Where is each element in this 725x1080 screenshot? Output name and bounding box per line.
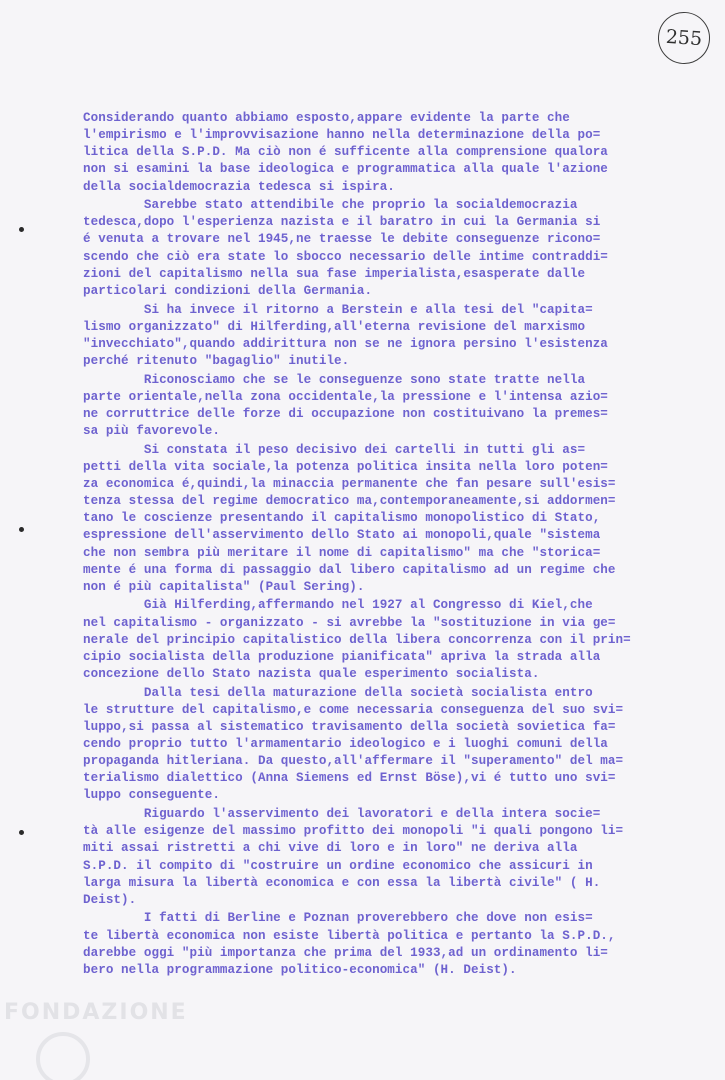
paragraph bbox=[83, 806, 715, 909]
text-line: Dalla tesi della maturazione della società socialista entro bbox=[83, 685, 593, 700]
text-line: scendo che ciò era state lo sbocco necessario delle intime contraddi= bbox=[83, 249, 608, 264]
punch-hole-mark bbox=[19, 527, 24, 532]
text-line: zioni del capitalismo nella sua fase imperialista,esasperate dalle bbox=[83, 266, 586, 281]
text-line: é venuta a trovare nel 1945,ne traesse le debite conseguenze ricono= bbox=[83, 232, 601, 247]
text-line: I fatti di Berline e Poznan proverebbero che dove non esis= bbox=[83, 911, 593, 926]
text-line: "invecchiato",quando addirittura non se ne ignora persino l'esistenza bbox=[83, 336, 608, 351]
watermark-logo-icon bbox=[36, 1032, 90, 1080]
text-line: propaganda hitleriana. Da questo,all'affermare il "superamento" del ma= bbox=[83, 754, 624, 769]
punch-hole-mark bbox=[19, 830, 24, 835]
text-line: mente é una forma di passaggio dal libero capitalismo ad un regime che bbox=[83, 562, 616, 577]
text-line: luppo,si passa al sistematico travisamento della società sovietica fa= bbox=[83, 719, 616, 734]
text-line: sa più favorevole. bbox=[83, 424, 220, 439]
paragraph bbox=[83, 910, 715, 979]
text-line: tenza stessa del regime democratico ma,contemporaneamente,si addormen= bbox=[83, 494, 616, 509]
text-line: luppo conseguente. bbox=[83, 788, 220, 803]
text-line: miti assai ristretti a chi vive di loro e in loro" ne deriva alla bbox=[83, 841, 578, 856]
text-line: petti della vita sociale,la potenza politica insita nella loro poten= bbox=[83, 459, 608, 474]
paragraph bbox=[83, 442, 715, 596]
text-line: Riconosciamo che se le conseguenze sono state tratte nella bbox=[83, 372, 586, 387]
paragraph bbox=[83, 372, 715, 441]
punch-hole-mark bbox=[19, 227, 24, 232]
text-line: Si constata il peso decisivo dei cartelli in tutti gli as= bbox=[83, 442, 586, 457]
text-line: cendo proprio tutto l'armamentario ideologico e i luoghi comuni della bbox=[83, 737, 608, 752]
text-line: ne corruttrice delle forze di occupazione non costituivano la premes= bbox=[83, 406, 608, 421]
text-line: Considerando quanto abbiamo esposto,appare evidente la parte che bbox=[83, 111, 570, 125]
text-line: Sarebbe stato attendibile che proprio la socialdemocrazia bbox=[83, 198, 578, 213]
text-line: particolari condizioni della Germania. bbox=[83, 283, 373, 298]
text-line: terialismo dialettico (Anna Siemens ed Ernst Böse),vi é tutto uno svi= bbox=[83, 771, 616, 786]
text-line: te libertà economica non esiste libertà politica e pertanto la S.P.D., bbox=[83, 928, 616, 943]
text-line: tano le coscienze presentando il capitalismo monopolistico di Stato, bbox=[83, 511, 601, 526]
text-line: nel capitalismo - organizzato - si avrebbe la "sostituzione in via ge= bbox=[83, 615, 616, 630]
watermark-text: FONDAZIONE bbox=[4, 1000, 188, 1025]
paragraph bbox=[83, 597, 715, 683]
text-line: Deist). bbox=[83, 892, 137, 907]
text-line: Si ha invece il ritorno a Berstein e alla tesi del "capita= bbox=[83, 302, 593, 317]
text-line: concezione dello Stato nazista quale esperimento socialista. bbox=[83, 667, 540, 681]
text-line: parte orientale,nella zona occidentale,la pressione e l'intensa azio= bbox=[83, 389, 608, 404]
text-line: larga misura la libertà economica e con essa la libertà civile" ( H. bbox=[83, 875, 601, 890]
text-line: bero nella programmazione politico-economica" (H. Deist). bbox=[83, 962, 517, 977]
text-line: l'empirismo e l'improvvisazione hanno nella determinazione della po= bbox=[83, 128, 601, 143]
paragraph bbox=[83, 110, 715, 196]
text-line: litica della S.P.D. Ma ciò non é sufficente alla comprensione qualora bbox=[83, 145, 608, 160]
paragraph bbox=[83, 685, 715, 805]
text-line: nerale del principio capitalistico della libera concorrenza con il prin= bbox=[83, 632, 631, 647]
text-line: perché ritenuto "bagaglio" inutile. bbox=[83, 353, 350, 368]
text-line: Già Hilferding,affermando nel 1927 al Congresso di Kiel,che bbox=[83, 598, 593, 613]
text-line: cipio socialista della produzione pianificata" apriva la strada alla bbox=[83, 649, 601, 664]
text-line: non é più capitalista" (Paul Sering). bbox=[83, 579, 365, 594]
text-line: non si esamini la base ideologica e programmatica alla quale l'azione bbox=[83, 162, 608, 177]
text-line: tà alle esigenze del massimo profitto dei monopoli "i quali pongono li= bbox=[83, 824, 624, 839]
archive-watermark bbox=[2, 998, 202, 1078]
text-line: che non sembra più meritare il nome di capitalismo" ma che "storica= bbox=[83, 545, 601, 560]
text-line: espressione dell'asservimento dello Stato ai monopoli,quale "sistema bbox=[83, 528, 601, 543]
text-line: della socialdemocrazia tedesca si ispira. bbox=[83, 179, 395, 194]
text-line: S.P.D. il compito di "costruire un ordine economico che assicuri in bbox=[83, 858, 593, 873]
text-line: darebbe oggi "più importanza che prima del 1933,ad un ordinamento li= bbox=[83, 945, 608, 960]
paragraph bbox=[83, 302, 715, 371]
text-line: tedesca,dopo l'esperienza nazista e il baratro in cui la Germania si bbox=[83, 215, 601, 230]
page-number-stamp: 255 bbox=[656, 10, 712, 66]
text-line: Riguardo l'asservimento dei lavoratori e della intera socie= bbox=[83, 807, 601, 822]
typewritten-body bbox=[83, 110, 715, 981]
paragraph bbox=[83, 197, 715, 300]
text-line: za economica é,quindi,la minaccia permanente che fan pesare sull'esis= bbox=[83, 476, 616, 491]
text-line: le strutture del capitalismo,e come necessaria conseguenza del suo svi= bbox=[83, 702, 624, 717]
text-line: lismo organizzato" di Hilferding,all'eterna revisione del marxismo bbox=[83, 319, 586, 334]
